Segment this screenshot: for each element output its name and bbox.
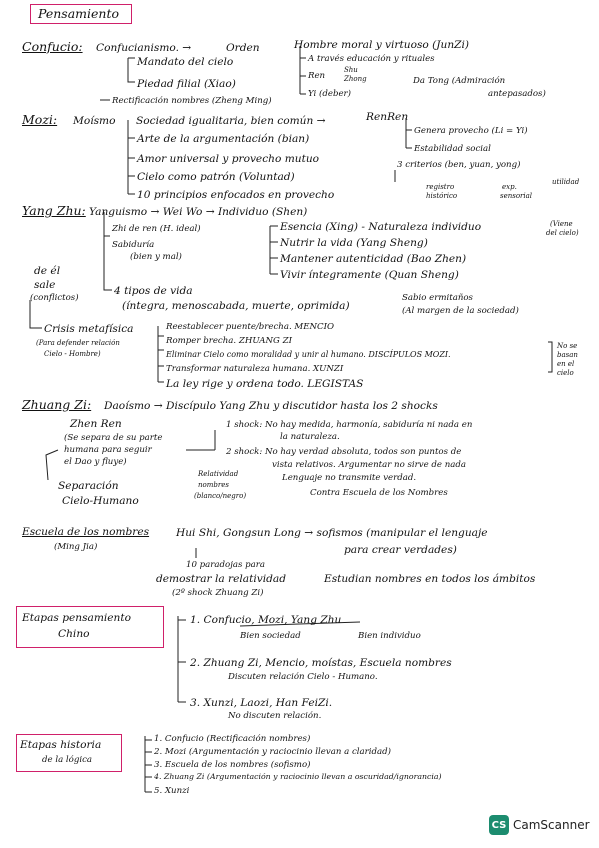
- confucio-mandato: Mandato del cielo: [137, 56, 234, 68]
- yangzhu-zhi: Zhi de ren (H. ideal): [112, 224, 201, 234]
- mozi-historico: histórico: [426, 192, 458, 200]
- zhuangzi-separa-2: humana para seguir: [64, 445, 152, 455]
- mozi-principios: 10 principios enfocados en provecho: [137, 189, 335, 201]
- yangzhu-nose-1: No se: [557, 342, 578, 350]
- yangzhu-tipos: 4 tipos de vida: [114, 285, 193, 297]
- confucio-heading: Confucio:: [22, 39, 83, 54]
- mozi-sociedad: Sociedad igualitaria, bien común →: [136, 115, 326, 127]
- mozi-school: Moísmo: [73, 115, 116, 127]
- zhuangzi-separacion-2: Cielo-Humano: [62, 495, 139, 507]
- yangzhu-defender-2: Cielo - Hombre): [44, 350, 101, 358]
- yangzhu-defender-1: (Para defender relación: [36, 339, 120, 347]
- confucio-piedad: Piedad filial (Xiao): [137, 78, 236, 90]
- etapas-e2a: Discuten relación Cielo - Humano.: [228, 672, 378, 682]
- zhuangzi-relatividad-1: Relatividad: [198, 470, 239, 478]
- confucio-yi: Yi (deber): [308, 89, 351, 99]
- yangzhu-ley: La ley rige y ordena todo. LEGISTAS: [166, 378, 364, 390]
- confucio-school: Confucianismo. →: [96, 42, 192, 54]
- escuela-heading: Escuela de los nombres: [22, 526, 150, 538]
- zhuangzi-contra: Contra Escuela de los Nombres: [310, 488, 448, 498]
- yangzhu-romper: Romper brecha. ZHUANG ZI: [166, 336, 292, 346]
- mozi-exp: exp.: [502, 183, 517, 191]
- mozi-utilidad: utilidad: [552, 178, 580, 186]
- zhuangzi-relatividad-3: (blanco/negro): [194, 492, 247, 500]
- camscanner-logo-icon: CS: [489, 815, 509, 835]
- etapas-e1a: Bien sociedad: [240, 631, 301, 641]
- confucio-ren-shu: Shu: [344, 66, 358, 74]
- zhuangzi-shock-2: 2 shock: No hay verdad absoluta, todos son puntos de: [226, 447, 462, 457]
- escuela-paradojas-3: (2º shock Zhuang Zi): [172, 588, 264, 598]
- confucio-ren-zhong: Zhong: [344, 75, 367, 83]
- mozi-sensorial: sensorial: [500, 192, 533, 200]
- zhuangzi-separa-3: el Dao y fluye): [64, 457, 127, 467]
- etapas-box-1: Etapas pensamiento: [22, 612, 131, 624]
- historia-h3: 3. Escuela de los nombres (sofismo): [154, 760, 311, 770]
- yangzhu-tipos-2: (íntegra, menoscabada, muerte, oprimida): [122, 300, 350, 312]
- yangzhu-vivir: Vivir íntegramente (Quan Sheng): [280, 269, 459, 281]
- yangzhu-heading: Yang Zhu:: [22, 203, 86, 218]
- yangzhu-margen: (Al margen de la sociedad): [402, 306, 519, 316]
- camscanner-watermark: [489, 815, 590, 835]
- mozi-genera: Genera provecho (Li = Yi): [414, 126, 528, 136]
- zhuangzi-relatividad-2: nombres: [198, 481, 229, 489]
- confucio-ren: Ren: [308, 71, 326, 81]
- zhuangzi-heading: Zhuang Zi:: [22, 397, 92, 412]
- mozi-amor: Amor universal y provecho mutuo: [137, 153, 320, 165]
- confucio-hombre: Hombre moral y virtuoso (JunZi): [294, 39, 470, 51]
- zhuangzi-separa-1: (Se separa de su parte: [64, 433, 163, 443]
- historia-h2: 2. Mozi (Argumentación y raciocinio llevan a claridad): [154, 747, 391, 757]
- zhuangzi-separacion-1: Separación: [58, 480, 119, 492]
- yangzhu-crisis: Crisis metafísica: [44, 323, 134, 335]
- yangzhu-sabiduria: Sabiduría: [112, 240, 155, 250]
- confucio-traves: A través educación y rituales: [308, 54, 435, 64]
- historia-h1: 1. Confucio (Rectificación nombres): [154, 734, 311, 744]
- mozi-arte: Arte de la argumentación (bian): [137, 133, 310, 145]
- yangzhu-bienmal: (bien y mal): [130, 252, 182, 262]
- yangzhu-sabio: Sabio ermitaños: [402, 293, 473, 303]
- yangzhu-school: Yanguismo → Wei Wo → Individuo (Shen): [89, 206, 308, 218]
- yangzhu-deel-2: sale: [34, 279, 56, 291]
- mozi-renren: RenRen: [366, 111, 409, 123]
- yangzhu-reestablecer: Reestablecer puente/brecha. MENCIO: [166, 322, 335, 332]
- escuela-paradojas-2: demostrar la relatividad: [156, 573, 286, 585]
- zhuangzi-shock-2c: Lenguaje no transmite verdad.: [282, 473, 417, 483]
- escuela-hui-2: para crear verdades): [344, 544, 457, 556]
- mozi-estabilidad: Estabilidad social: [414, 144, 491, 154]
- yangzhu-deel-1: de él: [34, 265, 61, 277]
- yangzhu-viene-1: (Viene: [550, 220, 573, 228]
- yangzhu-nose-3: en el: [557, 360, 575, 368]
- confucio-datong: Da Tong (Admiración: [413, 76, 506, 86]
- yangzhu-transformar: Transformar naturaleza humana. XUNZI: [166, 364, 344, 374]
- historia-h4: 4. Zhuang Zi (Argumentación y raciocinio llevan a oscuridad/ignorancia): [154, 772, 442, 781]
- zhuangzi-shock-1: 1 shock: No hay medida, harmonía, sabiduría ni nada en: [226, 420, 473, 430]
- yangzhu-eliminar: Eliminar Cielo como moralidad y unir al humano. DISCÍPULOS MOZI.: [166, 350, 451, 359]
- etapas-e1: 1. Confucio, Mozi, Yang Zhu: [190, 614, 342, 626]
- etapas-box-2: Chino: [58, 628, 90, 640]
- mozi-registro: registro: [426, 183, 455, 191]
- yangzhu-nutrir: Nutrir la vida (Yang Sheng): [280, 237, 428, 249]
- page-title: Pensamiento: [38, 6, 120, 21]
- escuela-paradojas-1: 10 paradojas para: [186, 560, 265, 570]
- yangzhu-mantener: Mantener autenticidad (Bao Zhen): [280, 253, 467, 265]
- historia-box-1: Etapas historia: [20, 739, 102, 751]
- confucio-orden: Orden: [226, 42, 260, 54]
- mozi-heading: Mozi:: [22, 112, 58, 127]
- yangzhu-nose-2: basan: [557, 351, 578, 359]
- etapas-e1b: Bien individuo: [358, 631, 421, 641]
- escuela-hui: Hui Shi, Gongsun Long → sofismos (manipular el lenguaje: [176, 527, 488, 539]
- etapas-e3a: No discuten relación.: [228, 711, 322, 721]
- yangzhu-nose-4: cielo: [557, 369, 574, 377]
- mozi-cielo: Cielo como patrón (Voluntad): [137, 171, 295, 183]
- confucio-datong-2: antepasados): [488, 89, 546, 99]
- confucio-rectificacion: Rectificación nombres (Zheng Ming): [112, 96, 272, 106]
- zhuangzi-school: Daoísmo → Discípulo Yang Zhu y discutidor hasta los 2 shocks: [104, 400, 438, 412]
- yangzhu-viene-2: del cielo): [546, 229, 579, 237]
- etapas-e2: 2. Zhuang Zi, Mencio, moístas, Escuela nombres: [190, 657, 452, 669]
- etapas-e3: 3. Xunzi, Laozi, Han FeiZi.: [190, 697, 333, 709]
- escuela-estudian: Estudian nombres en todos los ámbitos: [324, 573, 536, 585]
- yangzhu-deel-3: (conflictos): [30, 293, 79, 303]
- historia-box-2: de la lógica: [42, 755, 93, 765]
- zhuangzi-zhenren: Zhen Ren: [70, 418, 122, 430]
- yangzhu-esencia: Esencia (Xing) - Naturaleza individuo: [280, 221, 482, 233]
- historia-h5: 5. Xunzi: [154, 786, 190, 796]
- zhuangzi-shock-1b: la naturaleza.: [280, 432, 340, 442]
- mozi-criterios: 3 criterios (ben, yuan, yong): [397, 160, 521, 170]
- camscanner-label: CamScanner: [513, 818, 590, 832]
- zhuangzi-shock-2b: vista relativos. Argumentar no sirve de nada: [272, 460, 467, 470]
- escuela-ming: (Ming Jia): [54, 542, 98, 552]
